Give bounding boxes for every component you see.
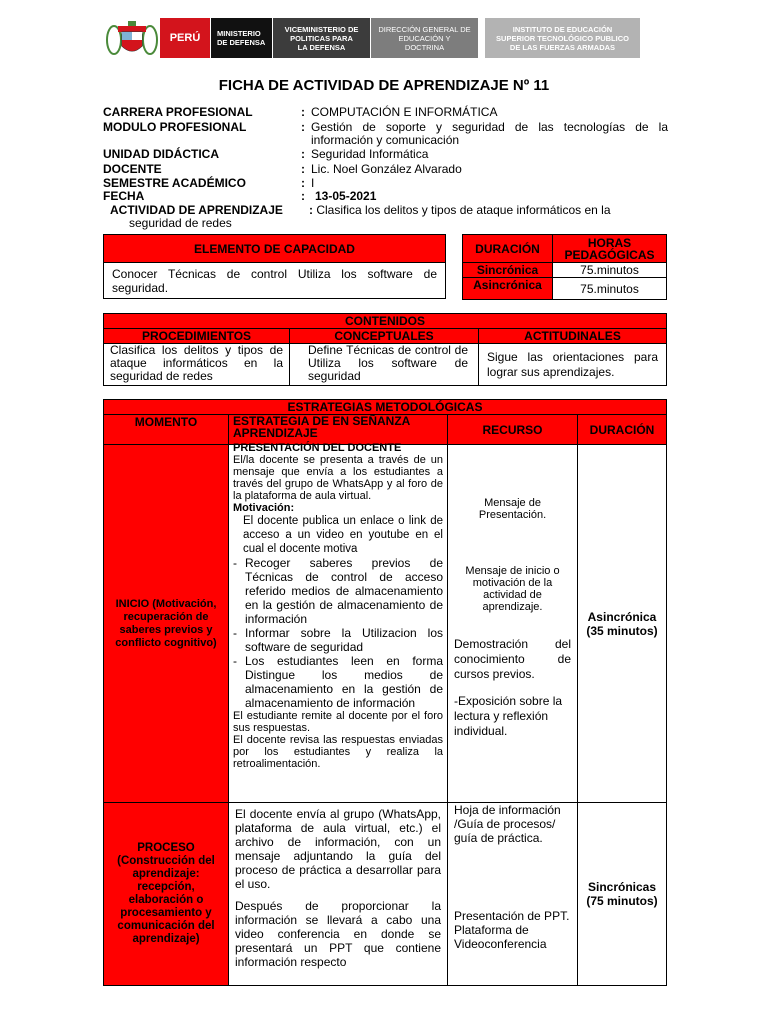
modulo-label: MODULO PROFESIONAL bbox=[103, 120, 247, 134]
asincronica-label: Asincrónica bbox=[463, 278, 553, 300]
procedimientos-text: Clasifica los delitos y tipos de ataque informáticos en la seguridad de redes bbox=[104, 344, 290, 386]
estrategias-header: ESTRATEGIAS METODOLÓGICAS bbox=[104, 400, 667, 415]
momento-inicio: INICIO (Motivación, recuperación de saberes previos y conflicto cognitivo) bbox=[104, 445, 229, 803]
info-row-unidad bbox=[103, 148, 668, 163]
motivacion-title: Motivación: bbox=[233, 502, 295, 514]
institutional-banner bbox=[104, 18, 652, 58]
inicio-item: - Recoger saberes previos de Técnicas de control de acceso referido medios de almacenamiento en la gestión de almacenamiento de información bbox=[233, 556, 443, 626]
unidad-value: : Seguridad Informática bbox=[301, 148, 668, 163]
remite-text: El estudiante remite al docente por el foro sus respuestas. bbox=[233, 710, 443, 734]
info-block bbox=[103, 106, 668, 230]
col-procedimientos: PROCEDIMIENTOS bbox=[104, 329, 290, 344]
recurso-hoja: Hoja de información /Guía de procesos/ guía de práctica. bbox=[454, 803, 561, 845]
info-row-semestre bbox=[103, 177, 668, 190]
col-actitudinales: ACTITUDINALES bbox=[479, 329, 667, 344]
presentacion-title: PRESENTACIÓN DEL DOCENTE bbox=[233, 442, 402, 454]
proceso-texto1: El docente envía al grupo (WhatsApp, plataforma de aula virtual, etc.) el archivo de información, con un mensaje adjuntando la guía del proceso de práctica a desarrollar para el uso. bbox=[235, 807, 441, 891]
sincronica-value: 75.minutos bbox=[553, 263, 667, 278]
actividad-label: ACTIVIDAD DE APRENDIZAJE bbox=[110, 203, 283, 217]
recurso-motivacion: Mensaje de inicio o motivación de la actividad de aprendizaje. bbox=[465, 565, 560, 613]
estrategia-proceso bbox=[229, 803, 448, 986]
recurso-exposicion: -Exposición sobre la lectura y reflexión individual. bbox=[454, 694, 563, 738]
col-recurso: RECURSO bbox=[448, 415, 578, 445]
modulo-value: : Gestión de soporte y seguridad de las tecnologías de la información y comunicación bbox=[301, 121, 668, 148]
actividad-value: : Clasifica los delitos y tipos de ataque informáticos en la bbox=[309, 204, 639, 217]
docente-label: DOCENTE bbox=[103, 162, 162, 176]
asincronica-value: 75.minutos bbox=[553, 278, 667, 300]
direccion-label: DIRECCIÓN GENERAL DE EDUCACIÓN Y DOCTRINA bbox=[370, 18, 478, 58]
actividad-value-cont: seguridad de redes bbox=[129, 216, 232, 230]
info-row-modulo bbox=[103, 121, 668, 148]
recurso-proceso bbox=[448, 803, 578, 986]
fecha-value: : 13-05-2021 bbox=[301, 190, 668, 204]
inicio-item: - Informar sobre la Utilizacion los software de seguridad bbox=[233, 626, 443, 654]
estrategias-table bbox=[103, 399, 667, 986]
peru-label: PERÚ bbox=[160, 18, 210, 58]
duracion-header: DURACIÓN bbox=[463, 235, 553, 263]
conceptuales-text: Define Técnicas de control de Utiliza los software de seguridad bbox=[290, 344, 479, 386]
momento-proceso: PROCESO (Construcción del aprendizaje: recepción, elaboración o procesamiento y comunicación del aprendizaje) bbox=[104, 803, 229, 986]
viceministerio-label: VICEMINISTERIO DE POLITICAS PARA LA DEFENSA bbox=[272, 18, 370, 58]
recurso-inicio bbox=[448, 445, 578, 803]
carrera-value: : COMPUTACIÓN E INFORMÁTICA bbox=[301, 106, 668, 121]
contenidos-table bbox=[103, 313, 667, 386]
info-row-docente bbox=[103, 163, 668, 177]
inicio-item: - Los estudiantes leen en forma Distingue los medios de almacenamiento en la gestión de almacenamiento de información bbox=[233, 654, 443, 710]
info-row-actividad bbox=[103, 204, 668, 230]
col-duracion: DURACIÓN bbox=[578, 415, 667, 445]
horas-header: HORAS PEDAGÓGICAS bbox=[553, 235, 667, 263]
duracion-table bbox=[462, 234, 667, 300]
fecha-label: FECHA bbox=[103, 189, 145, 203]
docente-value: : Lic. Noel González Alvarado bbox=[301, 163, 668, 177]
actitudinales-text: Sigue las orientaciones para lograr sus aprendizajes. bbox=[479, 344, 667, 386]
estrategia-inicio bbox=[229, 442, 448, 803]
motivacion-text: El docente publica un enlace o link de acceso a un video en youtube en el cual el docente motiva bbox=[243, 515, 443, 555]
capacidad-table bbox=[103, 234, 446, 299]
info-row-fecha bbox=[103, 190, 668, 204]
duracion-proceso: Sincrónicas (75 minutos) bbox=[578, 803, 667, 986]
col-estrategia: ESTRATEGIA DE EN SEÑANZA APRENDIZAJE bbox=[229, 415, 448, 445]
instituto-label: INSTITUTO DE EDUCACIÓN SUPERIOR TECNOLÓGICO PUBLICO DE LAS FUERZAS ARMADAS bbox=[484, 18, 640, 58]
info-row-carrera bbox=[103, 106, 668, 121]
carrera-label: CARRERA PROFESIONAL bbox=[103, 105, 253, 119]
capacidad-header: ELEMENTO DE CAPACIDAD bbox=[104, 235, 446, 263]
ministerio-label: MINISTERIO DE DEFENSA bbox=[210, 18, 272, 58]
recurso-ppt: Presentación de PPT. bbox=[454, 909, 570, 923]
duracion-inicio: Asincrónica (35 minutos) bbox=[578, 445, 667, 803]
col-conceptuales: CONCEPTUALES bbox=[290, 329, 479, 344]
unidad-label: UNIDAD DIDÁCTICA bbox=[103, 147, 219, 161]
revisa-text: El docente revisa las respuestas enviadas por los estudiantes y realiza la retroalimentación. bbox=[233, 734, 443, 770]
semestre-value: : I bbox=[301, 177, 668, 190]
page-title: FICHA DE ACTIVIDAD DE APRENDIZAJE Nº 11 bbox=[218, 77, 550, 94]
peru-coat-of-arms-icon bbox=[104, 18, 160, 58]
recurso-mensaje: Mensaje de Presentación. bbox=[478, 497, 547, 521]
presentacion-text: El/la docente se presenta a través de un mensaje que envía a los estudiantes a través del grupo de WhatsApp y al foro de la plataforma de aula virtual. bbox=[233, 454, 443, 502]
semestre-label: SEMESTRE ACADÉMICO bbox=[103, 176, 246, 190]
capacidad-text: Conocer Técnicas de control Utiliza los software de seguridad. bbox=[104, 263, 446, 299]
contenidos-header: CONTENIDOS bbox=[104, 314, 667, 329]
col-momento: MOMENTO bbox=[104, 415, 229, 445]
proceso-texto2: Después de proporcionar la información se llevará a cabo una video conferencia en donde se presentará un PPT que contiene información respecto bbox=[235, 899, 441, 969]
sincronica-label: Sincrónica bbox=[463, 263, 553, 278]
recurso-plataforma: Plataforma de Videoconferencia bbox=[454, 923, 547, 951]
recurso-demostracion: Demostración del conocimiento de cursos previos. bbox=[454, 637, 571, 681]
